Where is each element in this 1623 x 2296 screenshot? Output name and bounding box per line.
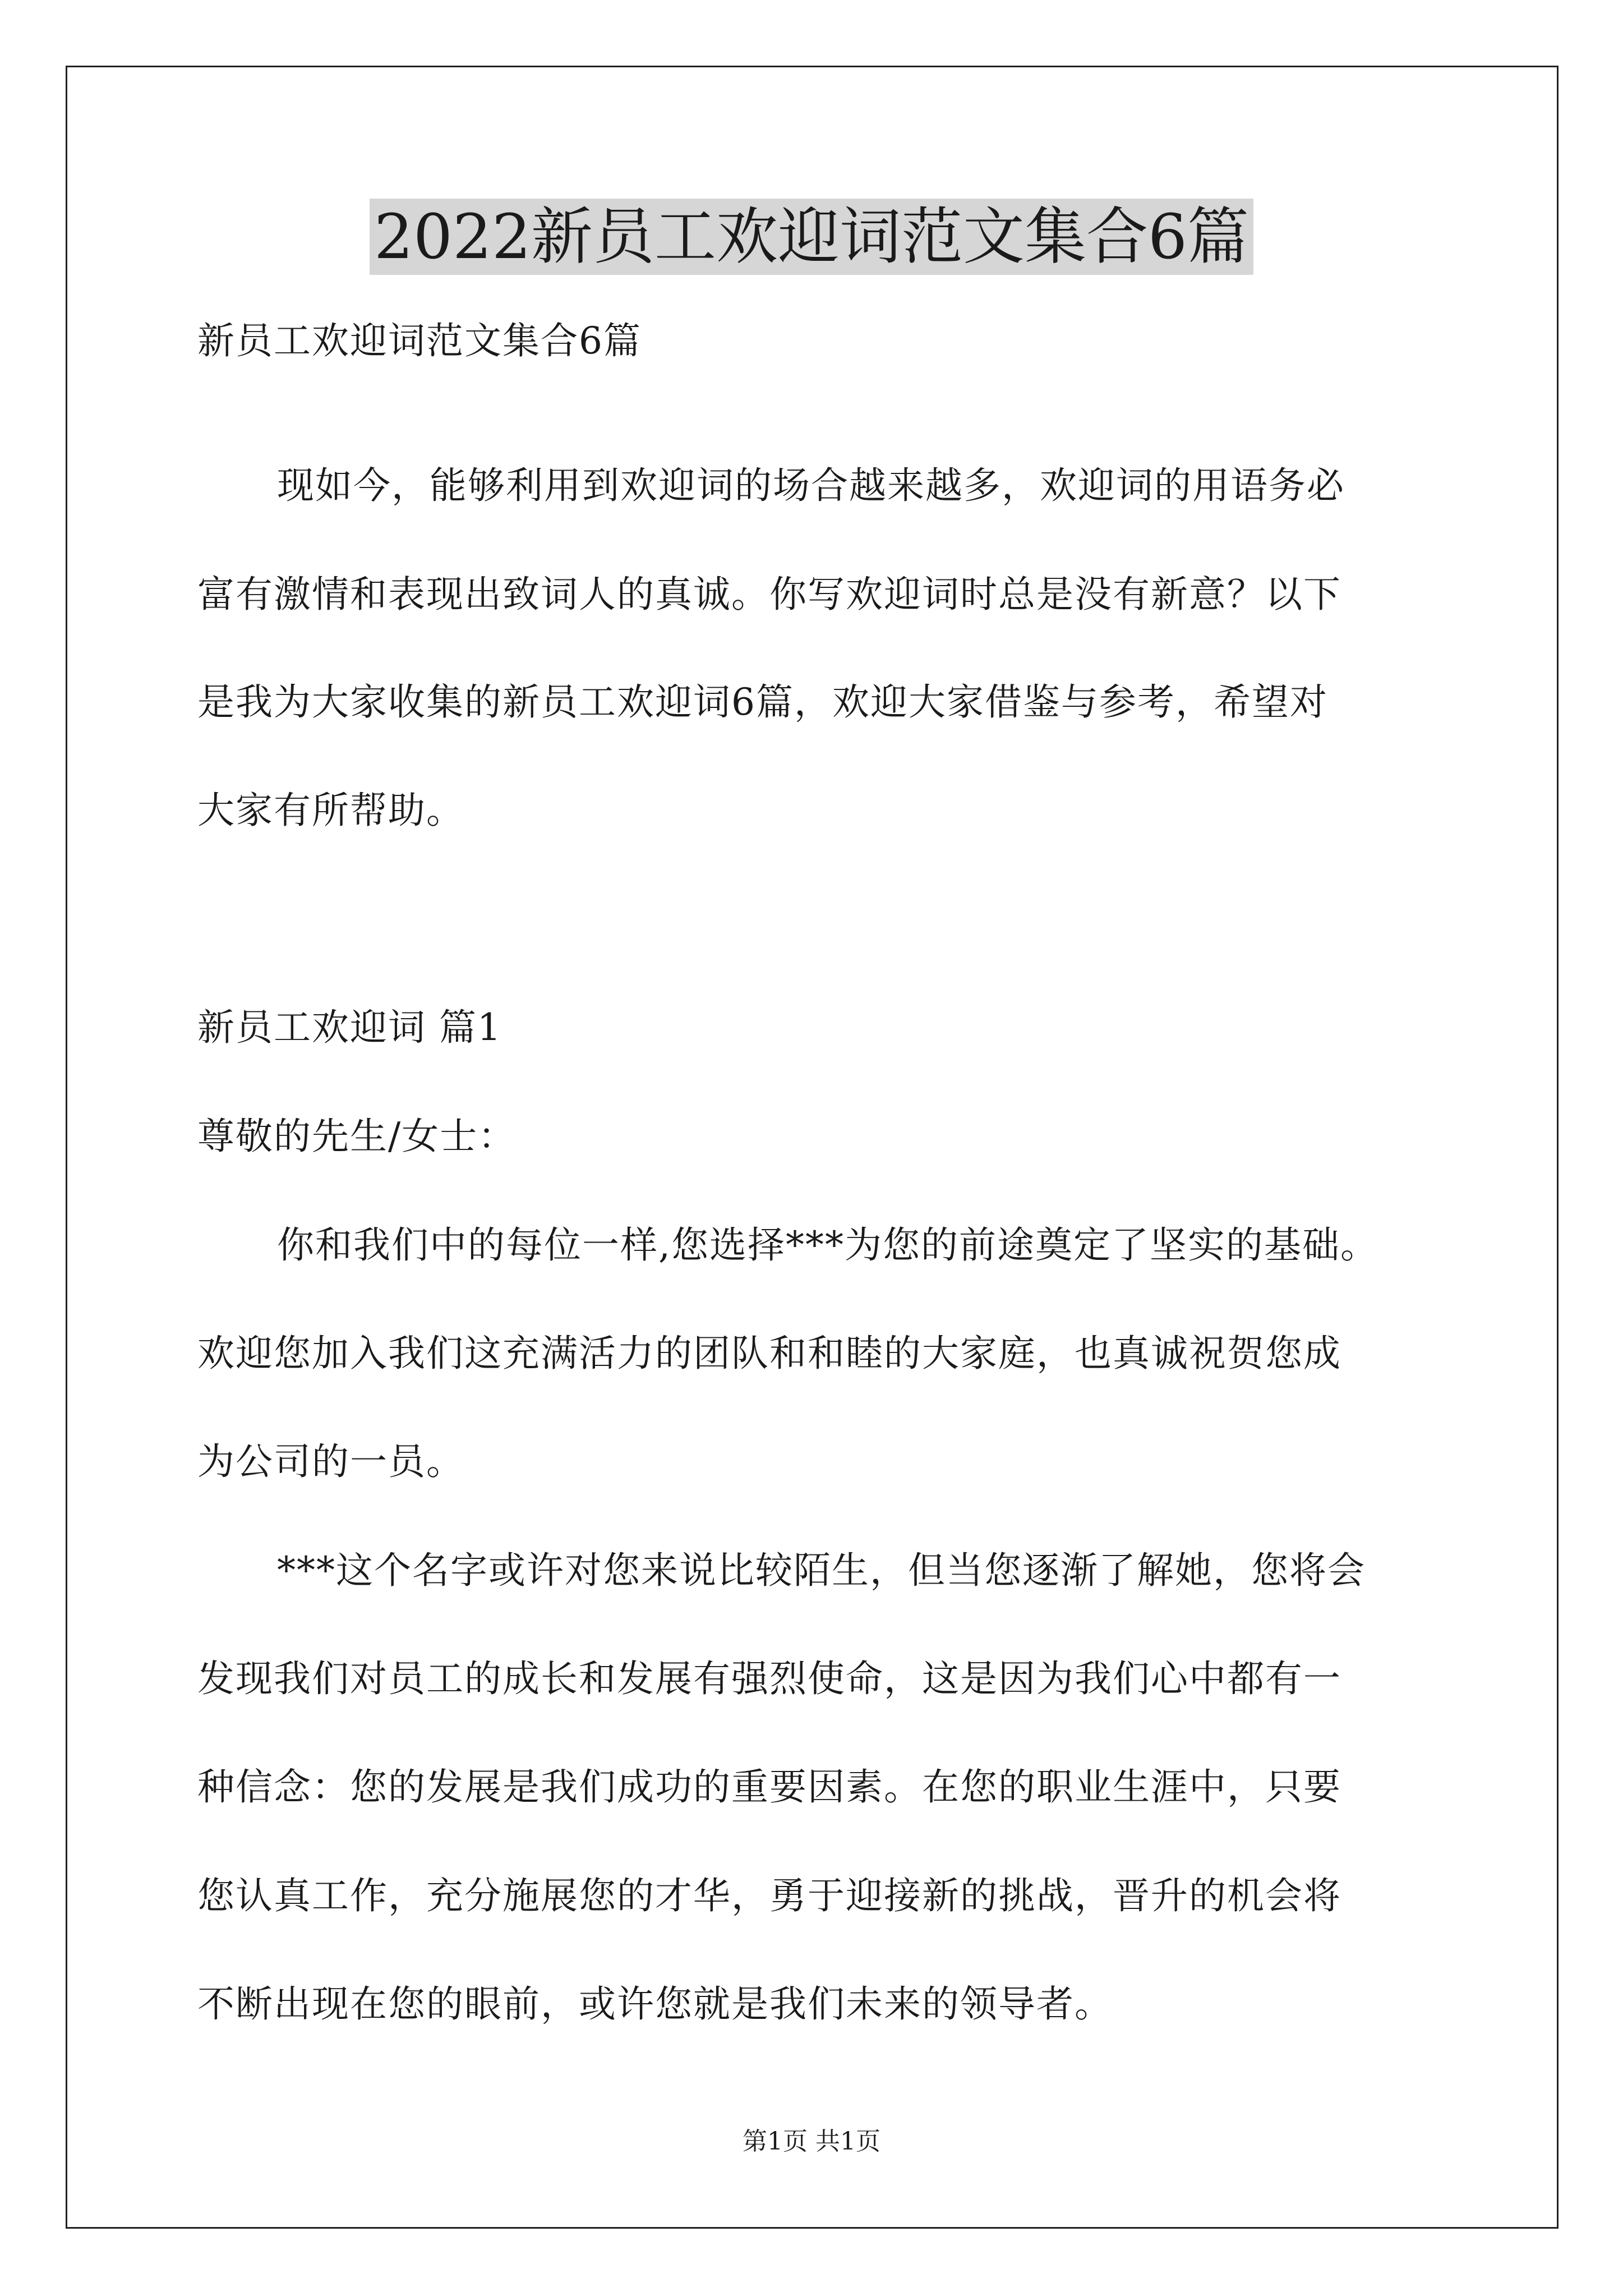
intro-line-2: 富有激情和表现出致词人的真诚。你写欢迎词时总是没有新意？以下 — [197, 573, 1341, 616]
para2-line-3: 种信念：您的发展是我们成功的重要因素。在您的职业生涯中，只要 — [197, 1765, 1341, 1809]
para2-line-4: 您认真工作，充分施展您的才华，勇于迎接新的挑战，晋升的机会将 — [197, 1874, 1341, 1917]
intro-line-1: 现如今，能够利用到欢迎词的场合越来越多，欢迎词的用语务必 — [277, 464, 1345, 507]
intro-line-4: 大家有所帮助。 — [197, 789, 464, 832]
para1-line-2: 欢迎您加入我们这充满活力的团队和和睦的大家庭，也真诚祝贺您成 — [197, 1332, 1341, 1375]
document-title — [0, 197, 1623, 276]
para1-line-1: 你和我们中的每位一样,您选择***为您的前途奠定了坚实的基础。 — [277, 1223, 1378, 1267]
title-text: 2022新员工欢迎词范文集合6篇 — [370, 199, 1253, 275]
para1-line-3: 为公司的一员。 — [197, 1440, 464, 1483]
page-number: 第1页 共1页 — [743, 2127, 880, 2156]
page-footer — [0, 2125, 1623, 2159]
intro-line-3: 是我为大家收集的新员工欢迎词6篇，欢迎大家借鉴与参考，希望对 — [197, 680, 1328, 724]
para2-line-5: 不断出现在您的眼前，或许您就是我们未来的领导者。 — [197, 1982, 1113, 2026]
subtitle: 新员工欢迎词范文集合6篇 — [197, 319, 642, 362]
section-heading: 新员工欢迎词 篇1 — [197, 1006, 502, 1049]
para2-line-1: ***这个名字或许对您来说比较陌生，但当您逐渐了解她，您将会 — [277, 1549, 1366, 1592]
para2-line-2: 发现我们对员工的成长和发展有强烈使命，这是因为我们心中都有一 — [197, 1657, 1341, 1700]
salutation: 尊敬的先生/女士： — [197, 1115, 517, 1158]
